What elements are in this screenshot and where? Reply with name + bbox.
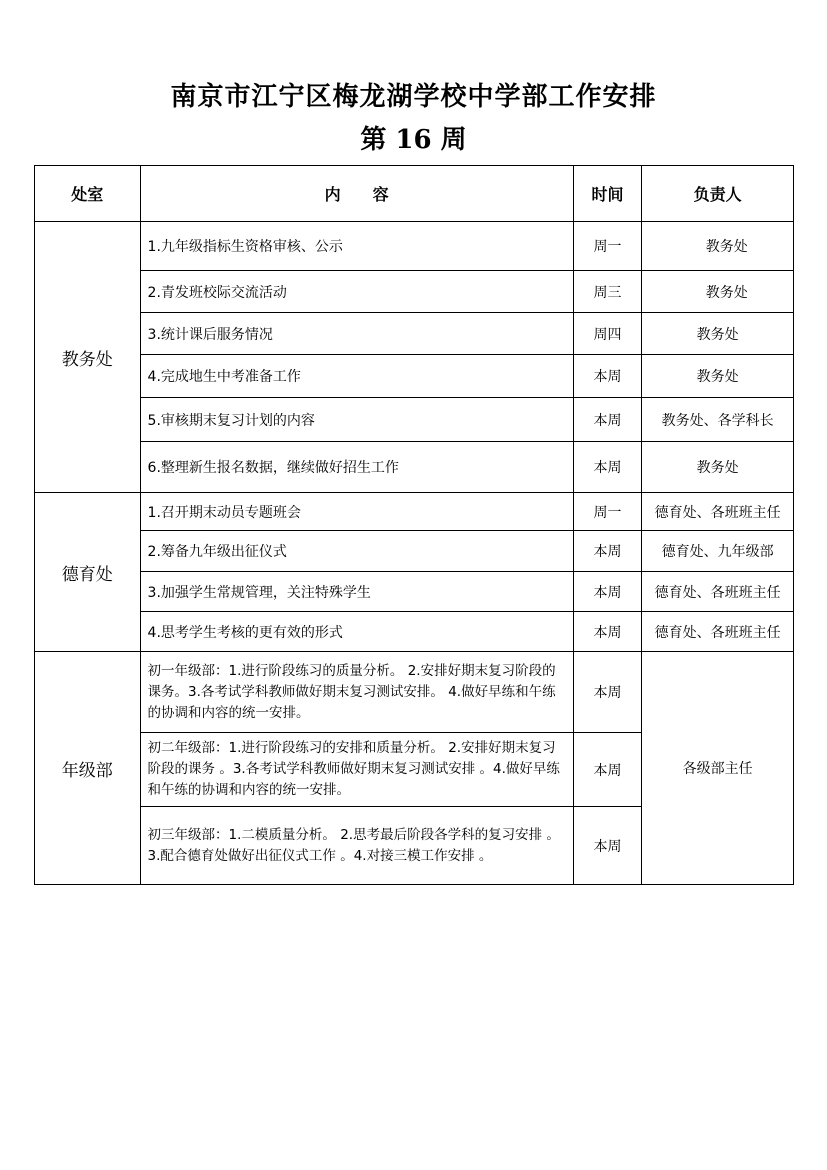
content-cell: 1.九年级指标生资格审核、公示 — [140, 222, 573, 271]
owner-cell: 德育处、各班班主任 — [642, 493, 794, 531]
owner-cell: 教务处 — [642, 271, 794, 313]
time-cell: 周一 — [573, 222, 641, 271]
owner-cell: 教务处 — [642, 222, 794, 271]
table-row — [35, 493, 794, 531]
owner-cell: 德育处、各班班主任 — [642, 572, 794, 612]
content-cell: 5.审核期末复习计划的内容 — [140, 398, 573, 442]
header-owner: 负责人 — [642, 166, 794, 222]
owner-cell: 教务处 — [642, 442, 794, 493]
table-row — [35, 572, 794, 612]
time-cell: 本周 — [573, 733, 641, 807]
header-dept: 处室 — [35, 166, 141, 222]
dept-cell: 德育处 — [35, 493, 141, 652]
time-cell: 本周 — [573, 531, 641, 572]
time-cell: 本周 — [573, 807, 641, 885]
table-row — [35, 652, 794, 733]
table-row — [35, 313, 794, 355]
time-cell: 周一 — [573, 493, 641, 531]
schedule-table — [34, 165, 794, 885]
time-cell: 本周 — [573, 398, 641, 442]
table-row — [35, 398, 794, 442]
dept-cell: 年级部 — [35, 652, 141, 885]
week-label: 第 16 周 — [360, 125, 467, 155]
content-cell: 1.召开期末动员专题班会 — [140, 493, 573, 531]
time-cell: 周三 — [573, 271, 641, 313]
document-title: 南京市江宁区梅龙湖学校中学部工作安排 — [170, 82, 657, 112]
header-time: 时间 — [573, 166, 641, 222]
content-cell: 4.完成地生中考准备工作 — [140, 355, 573, 398]
time-cell: 本周 — [573, 612, 641, 652]
content-cell: 初一年级部：1.进行阶段练习的质量分析。 2.安排好期末复习阶段的课务。3.各考试学科教师做好期末复习测试安排。 4.做好早练和午练的协调和内容的统一安排。 — [140, 652, 573, 733]
dept-cell: 教务处 — [35, 222, 141, 493]
time-cell: 本周 — [573, 572, 641, 612]
time-cell: 本周 — [573, 355, 641, 398]
content-cell: 初三年级部：1.二模质量分析。 2.思考最后阶段各学科的复习安排 。3.配合德育处做好出征仪式工作 。4.对接三模工作安排 。 — [140, 807, 573, 885]
table-row — [35, 442, 794, 493]
content-cell: 初二年级部：1.进行阶段练习的安排和质量分析。 2.安排好期末复习阶段的课务 。3.各考试学科教师做好期末复习测试安排 。4.做好早练和午练的协调和内容的统一安排。 — [140, 733, 573, 807]
table-row — [35, 355, 794, 398]
owner-cell: 教务处 — [642, 355, 794, 398]
content-cell: 6.整理新生报名数据，继续做好招生工作 — [140, 442, 573, 493]
owner-cell: 德育处、九年级部 — [642, 531, 794, 572]
content-cell: 2.青发班校际交流活动 — [140, 271, 573, 313]
content-cell: 2.筹备九年级出征仪式 — [140, 531, 573, 572]
header-row — [35, 166, 794, 222]
content-cell: 3.加强学生常规管理，关注特殊学生 — [140, 572, 573, 612]
content-cell: 4.思考学生考核的更有效的形式 — [140, 612, 573, 652]
time-cell: 本周 — [573, 652, 641, 733]
owner-cell: 教务处、各学科长 — [642, 398, 794, 442]
table-row — [35, 531, 794, 572]
time-cell: 本周 — [573, 442, 641, 493]
content-cell: 3.统计课后服务情况 — [140, 313, 573, 355]
owner-cell: 德育处、各班班主任 — [642, 612, 794, 652]
owner-cell: 各级部主任 — [642, 652, 794, 885]
table-row — [35, 271, 794, 313]
header-content: 内 容 — [140, 166, 573, 222]
owner-cell: 教务处 — [642, 313, 794, 355]
table-row — [35, 612, 794, 652]
table-row — [35, 222, 794, 271]
time-cell: 周四 — [573, 313, 641, 355]
